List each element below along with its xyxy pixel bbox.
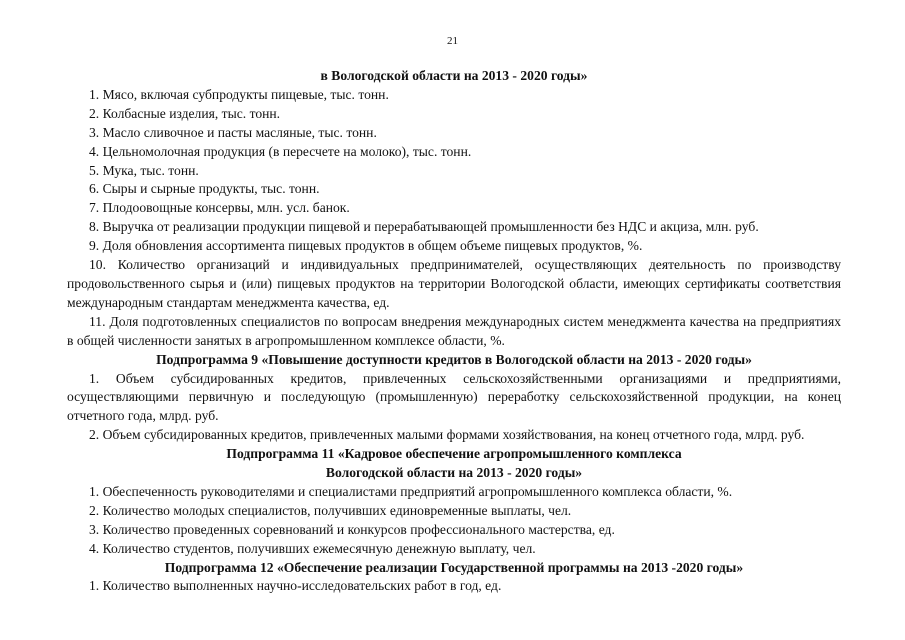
document-body: [67, 67, 841, 596]
list-item: 6. Сыры и сырные продукты, тыс. тонн.: [89, 181, 320, 197]
list-item: 10. Количество организаций и индивидуальных предпринимателей, осуществляющих деятельность по производству продовольственного сырья и (или) пищевых продуктов на территории Вологодской области, имеющих сертификаты соответствия международным стандартам менеджмента качества, ед.: [67, 257, 841, 310]
section-heading: Подпрограмма 12 «Обеспечение реализации Государственной программы на 2013 -2020 годы»: [164, 559, 744, 575]
list-item: 7. Плодоовощные консервы, млн. усл. банок.: [89, 200, 350, 216]
list-item: 3. Количество проведенных соревнований и конкурсов профессионального мастерства, ед.: [89, 521, 615, 537]
list-item: 1. Объем субсидированных кредитов, привлеченных сельскохозяйственными организациями и предприятиями, осуществляющими первичную и последующую (промышленную) переработку сельскохозяйственной продукции, на конец отчетного года, млрд. руб.: [67, 370, 841, 424]
section-subprogram-9: [67, 351, 841, 446]
list-item: 8. Выручка от реализации продукции пищевой и перерабатывающей промышленности без НДС и акциза, млн. руб.: [89, 219, 759, 235]
section-heading: Подпрограмма 9 «Повышение доступности кредитов в Вологодской области на 2013 - 2020 годы»: [156, 351, 752, 367]
section-heading-continued: Вологодской области на 2013 - 2020 годы»: [325, 465, 583, 481]
list-item: 9. Доля обновления ассортимента пищевых продуктов в общем объеме пищевых продуктов, %.: [89, 238, 643, 254]
section-subprogram-11: [67, 445, 841, 558]
list-item: 2. Колбасные изделия, тыс. тонн.: [89, 105, 281, 121]
section-heading: Подпрограмма 11 «Кадровое обеспечение агропромышленного комплекса: [226, 446, 682, 462]
list-item: 2. Количество молодых специалистов, получивших единовременные выплаты, чел.: [89, 502, 572, 518]
list-item: 1. Обеспеченность руководителями и специалистами предприятий агропромышленного комплекса области, %.: [89, 483, 733, 499]
list-item: 1. Количество выполненных научно-исследовательских работ в год, ед.: [89, 578, 502, 594]
section-heading: в Вологодской области на 2013 - 2020 годы»: [320, 68, 588, 83]
list-item: 4. Цельномолочная продукция (в пересчете на молоко), тыс. тонн.: [89, 143, 472, 159]
list-item: 4. Количество студентов, получивших ежемесячную денежную выплату, чел.: [89, 540, 536, 556]
list-item: 11. Доля подготовленных специалистов по вопросам внедрения международных систем менеджмента качества на предприятиях в общей численности занятых в агропромышленном комплексе области, %.: [67, 313, 841, 348]
page-number: 21: [447, 35, 458, 47]
section-subprogram-12: [67, 559, 841, 597]
list-item: 1. Мясо, включая субпродукты пищевые, тыс. тонн.: [89, 86, 389, 102]
list-item: 5. Мука, тыс. тонн.: [89, 162, 199, 178]
list-item: 2. Объем субсидированных кредитов, привлеченных малыми формами хозяйствования, на конец отчетного года, млрд. руб.: [89, 427, 805, 443]
list-item: 3. Масло сливочное и пасты масляные, тыс. тонн.: [89, 124, 377, 140]
section-subprogram-food: [67, 67, 841, 351]
